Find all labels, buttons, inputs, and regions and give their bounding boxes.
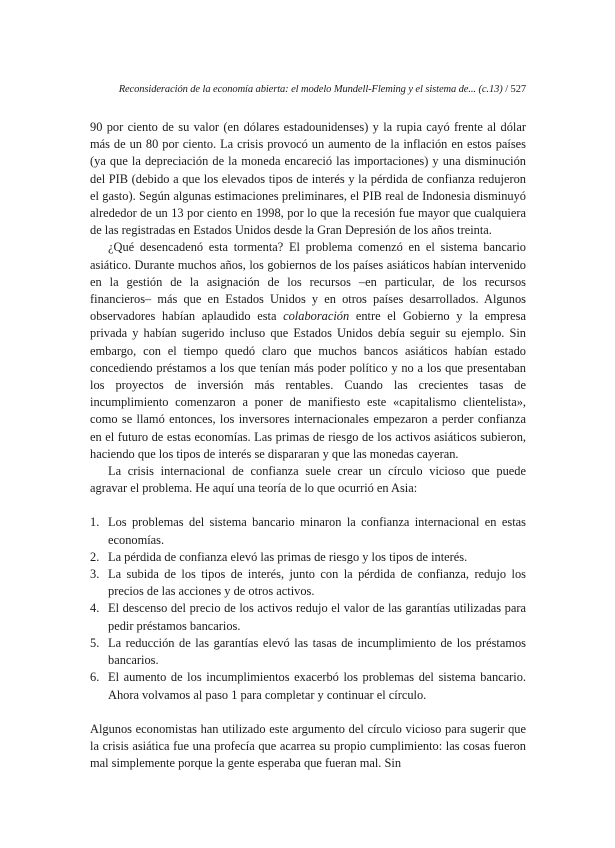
page-number: 527: [510, 84, 526, 95]
paragraph-3: La crisis internacional de confianza suele crear un círculo vicioso que puede agravar el problema. He aquí una teoría de lo que ocurrió en Asia:: [90, 464, 526, 496]
list-item-number: 3.: [90, 567, 100, 582]
paragraph-1: 90 por ciento de su valor (en dólares estadounidenses) y la rupia cayó frente al dólar más de un 80 por ciento. La crisis provocó un aumento de la inflación en estos países (ya que la depreciación de la moneda encareció las importaciones) y una disminución del PIB (debido a que los elevados tipos de interés y la pérdida de confianza redujeron el gasto). Según algunas estimaciones preliminares, el PIB real de Indonesia disminuyó alrededor de un 13 por ciento en 1998, por lo que la recesión fue mayor que cualquiera de las registradas en Estados Unidos desde la Gran Depresión de los años treinta.: [90, 120, 526, 238]
list-item-text: El descenso del precio de los activos redujo el valor de las garantías utilizadas para pedir préstamos bancarios.: [108, 601, 526, 633]
list-item: [90, 669, 526, 703]
list-item-number: 5.: [90, 635, 100, 650]
paragraph-2: [90, 239, 526, 463]
list-item: [90, 514, 526, 548]
list-item: [90, 566, 526, 600]
running-title: Reconsideración de la economía abierta: el modelo Mundell-Fleming y el sistema de... (c.13): [118, 84, 503, 95]
list-item-text: La pérdida de confianza elevó las primas de riesgo y los tipos de interés.: [108, 549, 468, 564]
list-item: [90, 635, 526, 669]
list-item-number: 4.: [90, 601, 100, 616]
list-item-text: La reducción de las garantías elevó las tasas de incumplimiento de los préstamos bancarios.: [108, 635, 526, 668]
vicious-circle-list: [90, 514, 526, 703]
list-item-text: El aumento de los incumplimientos exacerbó los problemas del sistema bancario. Ahora volvamos al paso 1 para completar y continuar el círculo.: [108, 670, 526, 702]
list-item: [90, 549, 526, 566]
paragraph-2-text-a: ¿Qué desencadenó esta tormenta? El problema comenzó en el sistema bancario asiático. Durante muchos años, los gobiernos de los países asiáticos habían intervenido en la gestión de la asignación de los recursos –en particular, de los recursos financieros– más que en Estados Unidos y en otros países desarrollados. Algunos observadores habían aplaudido esta: [90, 240, 526, 324]
list-item-number: 6.: [90, 670, 100, 685]
paragraph-4: Algunos economistas han utilizado este argumento del círculo vicioso para sugerir que la crisis asiática fue una profecía que acarrea su propio cumplimiento: las cosas fueron mal simplemente porque la gente esperaba que fueran mal. Sin: [90, 721, 526, 771]
document-page: [90, 84, 526, 772]
list-item-text: La subida de los tipos de interés, junto con la pérdida de confianza, redujo los precios de las acciones y de otros activos.: [108, 567, 526, 599]
list-item-text: Los problemas del sistema bancario minaron la confianza internacional en estas economías.: [108, 515, 526, 547]
list-item: [90, 600, 526, 634]
header-separator: /: [505, 84, 509, 95]
running-header: [90, 84, 526, 95]
list-item-number: 1.: [90, 515, 100, 530]
paragraph-2-emphasis: colaboración: [283, 309, 350, 324]
paragraph-2-text-b: entre el Gobierno y la empresa privada y habían sugerido incluso que Estados Unidos debía seguir su ejemplo. Sin embargo, con el tiempo quedó claro que muchos bancos asiáticos habían estado concediendo préstamos a los que tenían más poder político y no a los que presentaban los proyectos de inversión más rentables. Cuando las crecientes tasas de incumplimiento comenzaron a poner de manifiesto este «capitalismo clientelista», como se llamó entonces, los inversores internacionales empezaron a perder confianza en el futuro de estas economías. Las primas de riesgo de los activos asiáticos subieron, haciendo que los tipos de interés se dispararan y que las monedas cayeran.: [90, 309, 526, 461]
list-item-number: 2.: [90, 549, 100, 564]
